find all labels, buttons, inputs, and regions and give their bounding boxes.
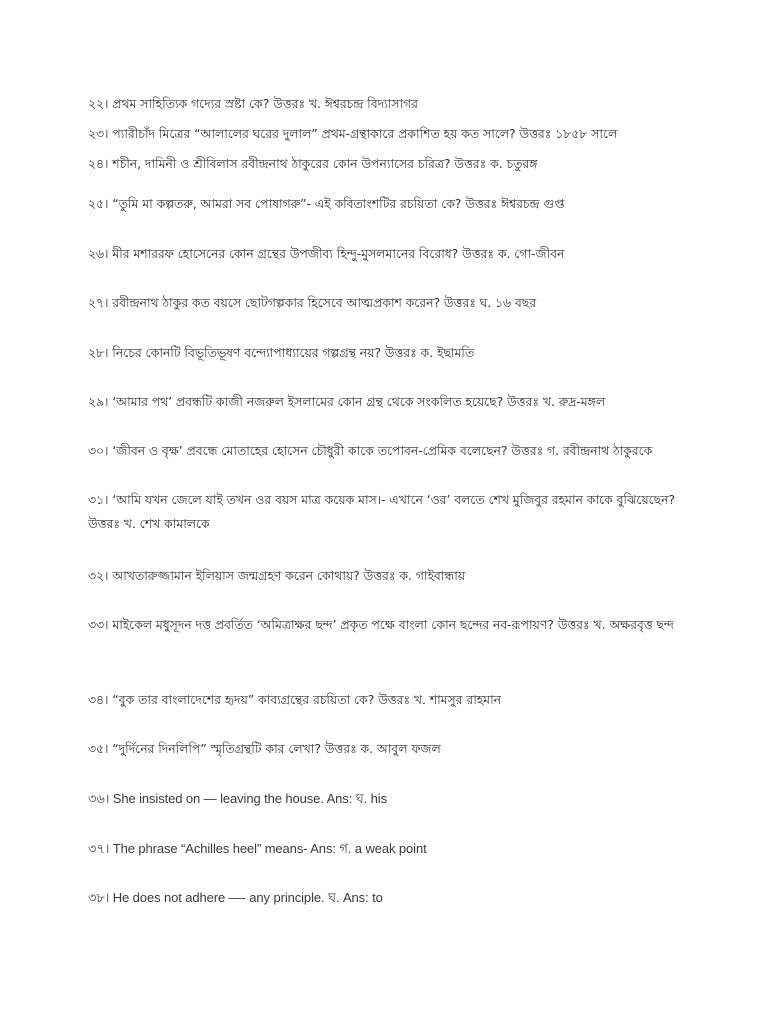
question-38: ৩৮। He does not adhere —- any principle. ঘ. Ans: to	[88, 890, 383, 905]
question-31: ৩১। ‘আমি যখন জেলে যাই তখন ওর বয়স মাত্র কয়েক মাস।- এখানে ‘ওর’ বলতে শেখ মুজিবুর রহমান কাকে বুঝিয়েছেন? উত্তরঃ খ. শেখ কামালকে	[88, 492, 676, 531]
question-34: ৩৪। “বুক তার বাংলাদেশের হৃদয়” কাব্যগ্রন্থের রচয়িতা কে? উত্তরঃ খ. শামসুর রাহমান	[88, 692, 502, 707]
question-22: ২২। প্রথম সাহিত্যিক গদ্যের স্রষ্টা কে? উত্তরঃ খ. ঈশ্বরচন্দ্র বিদ্যাসাগর	[88, 96, 418, 111]
question-26: ২৬। মীর মশাররফ হোসেনের কোন গ্রন্থের উপজীব্য হিন্দু-মুসলমানের বিরোধ? উত্তরঃ ক. গো-জীবন	[88, 246, 565, 261]
question-28: ২৮। নিচের কোনটি বিভূতিভূষণ বন্দ্যোপাধ্যায়ের গল্পগ্রন্থ নয়? উত্তরঃ ক. ইছামতি	[88, 345, 475, 360]
question-37: ৩৭। The phrase “Achilles heel” means- Ans: গ. a weak point	[88, 841, 427, 856]
question-23: ২৩। প্যারীচাঁদ মিত্রের “আলালের ঘরের দুলাল” প্রথম-গ্রন্থাকারে প্রকাশিত হয় কত সালে? উত্তরঃ ১৮৫৮ সালে	[88, 126, 618, 141]
question-33: ৩৩। মাইকেল মধুসূদন দত্ত প্রবর্তিত ‘অমিত্রাক্ষর ছন্দ’ প্রকৃত পক্ষে বাংলা কোন ছন্দের নব-রূপায়ণ? উত্তরঃ খ. অক্ষরবৃত্ত ছন্দ	[88, 617, 674, 632]
question-25: ২৫। “তুমি মা কল্পতরু, আমরা সব পোষাগরু”- এই কবিতাংশটির রচয়িতা কে? উত্তরঃ ঈশ্বরচন্দ্র গুপ্ত	[88, 196, 565, 211]
question-24: ২৪। শচীন, দামিনী ও শ্রীবিলাস রবীন্দ্রনাথ ঠাকুরের কোন উপন্যাসের চরিত্র? উত্তরঃ ক. চতুরঙ্গ	[88, 156, 538, 171]
question-30: ৩০। ‘জীবন ও বৃক্ষ’ প্রবন্ধে মোতাহের হোসেন চৌধুরী কাকে তপোবন-প্রেমিক বলেছেন? উত্তরঃ গ. রবীন্দ্রনাথ ঠাকুরকে	[88, 443, 653, 458]
question-29: ২৯। ‘আমার পথ’ প্রবন্ধটি কাজী নজরুল ইসলামের কোন গ্রন্থ থেকে সংকলিত হয়েছে? উত্তরঃ খ. রুদ্র-মঙ্গল	[88, 394, 606, 409]
question-36: ৩৬। She insisted on — leaving the house. Ans: ঘ. his	[88, 791, 387, 806]
question-27: ২৭। রবীন্দ্রনাথ ঠাকুর কত বয়সে ছোটগল্পকার হিসেবে আত্মপ্রকাশ করেন? উত্তরঃ ঘ. ১৬ বছর	[88, 295, 537, 310]
question-32: ৩২। আখতারুজ্জামান ইলিয়াস জন্মগ্রহণ করেন কোথায়? উত্তরঃ ক. গাইবান্ধায়	[88, 568, 466, 583]
question-35: ৩৫। “দুর্দিনের দিনলিপি” স্মৃতিগ্রন্থটি কার লেখা? উত্তরঃ ক. আবুল ফজল	[88, 741, 441, 756]
